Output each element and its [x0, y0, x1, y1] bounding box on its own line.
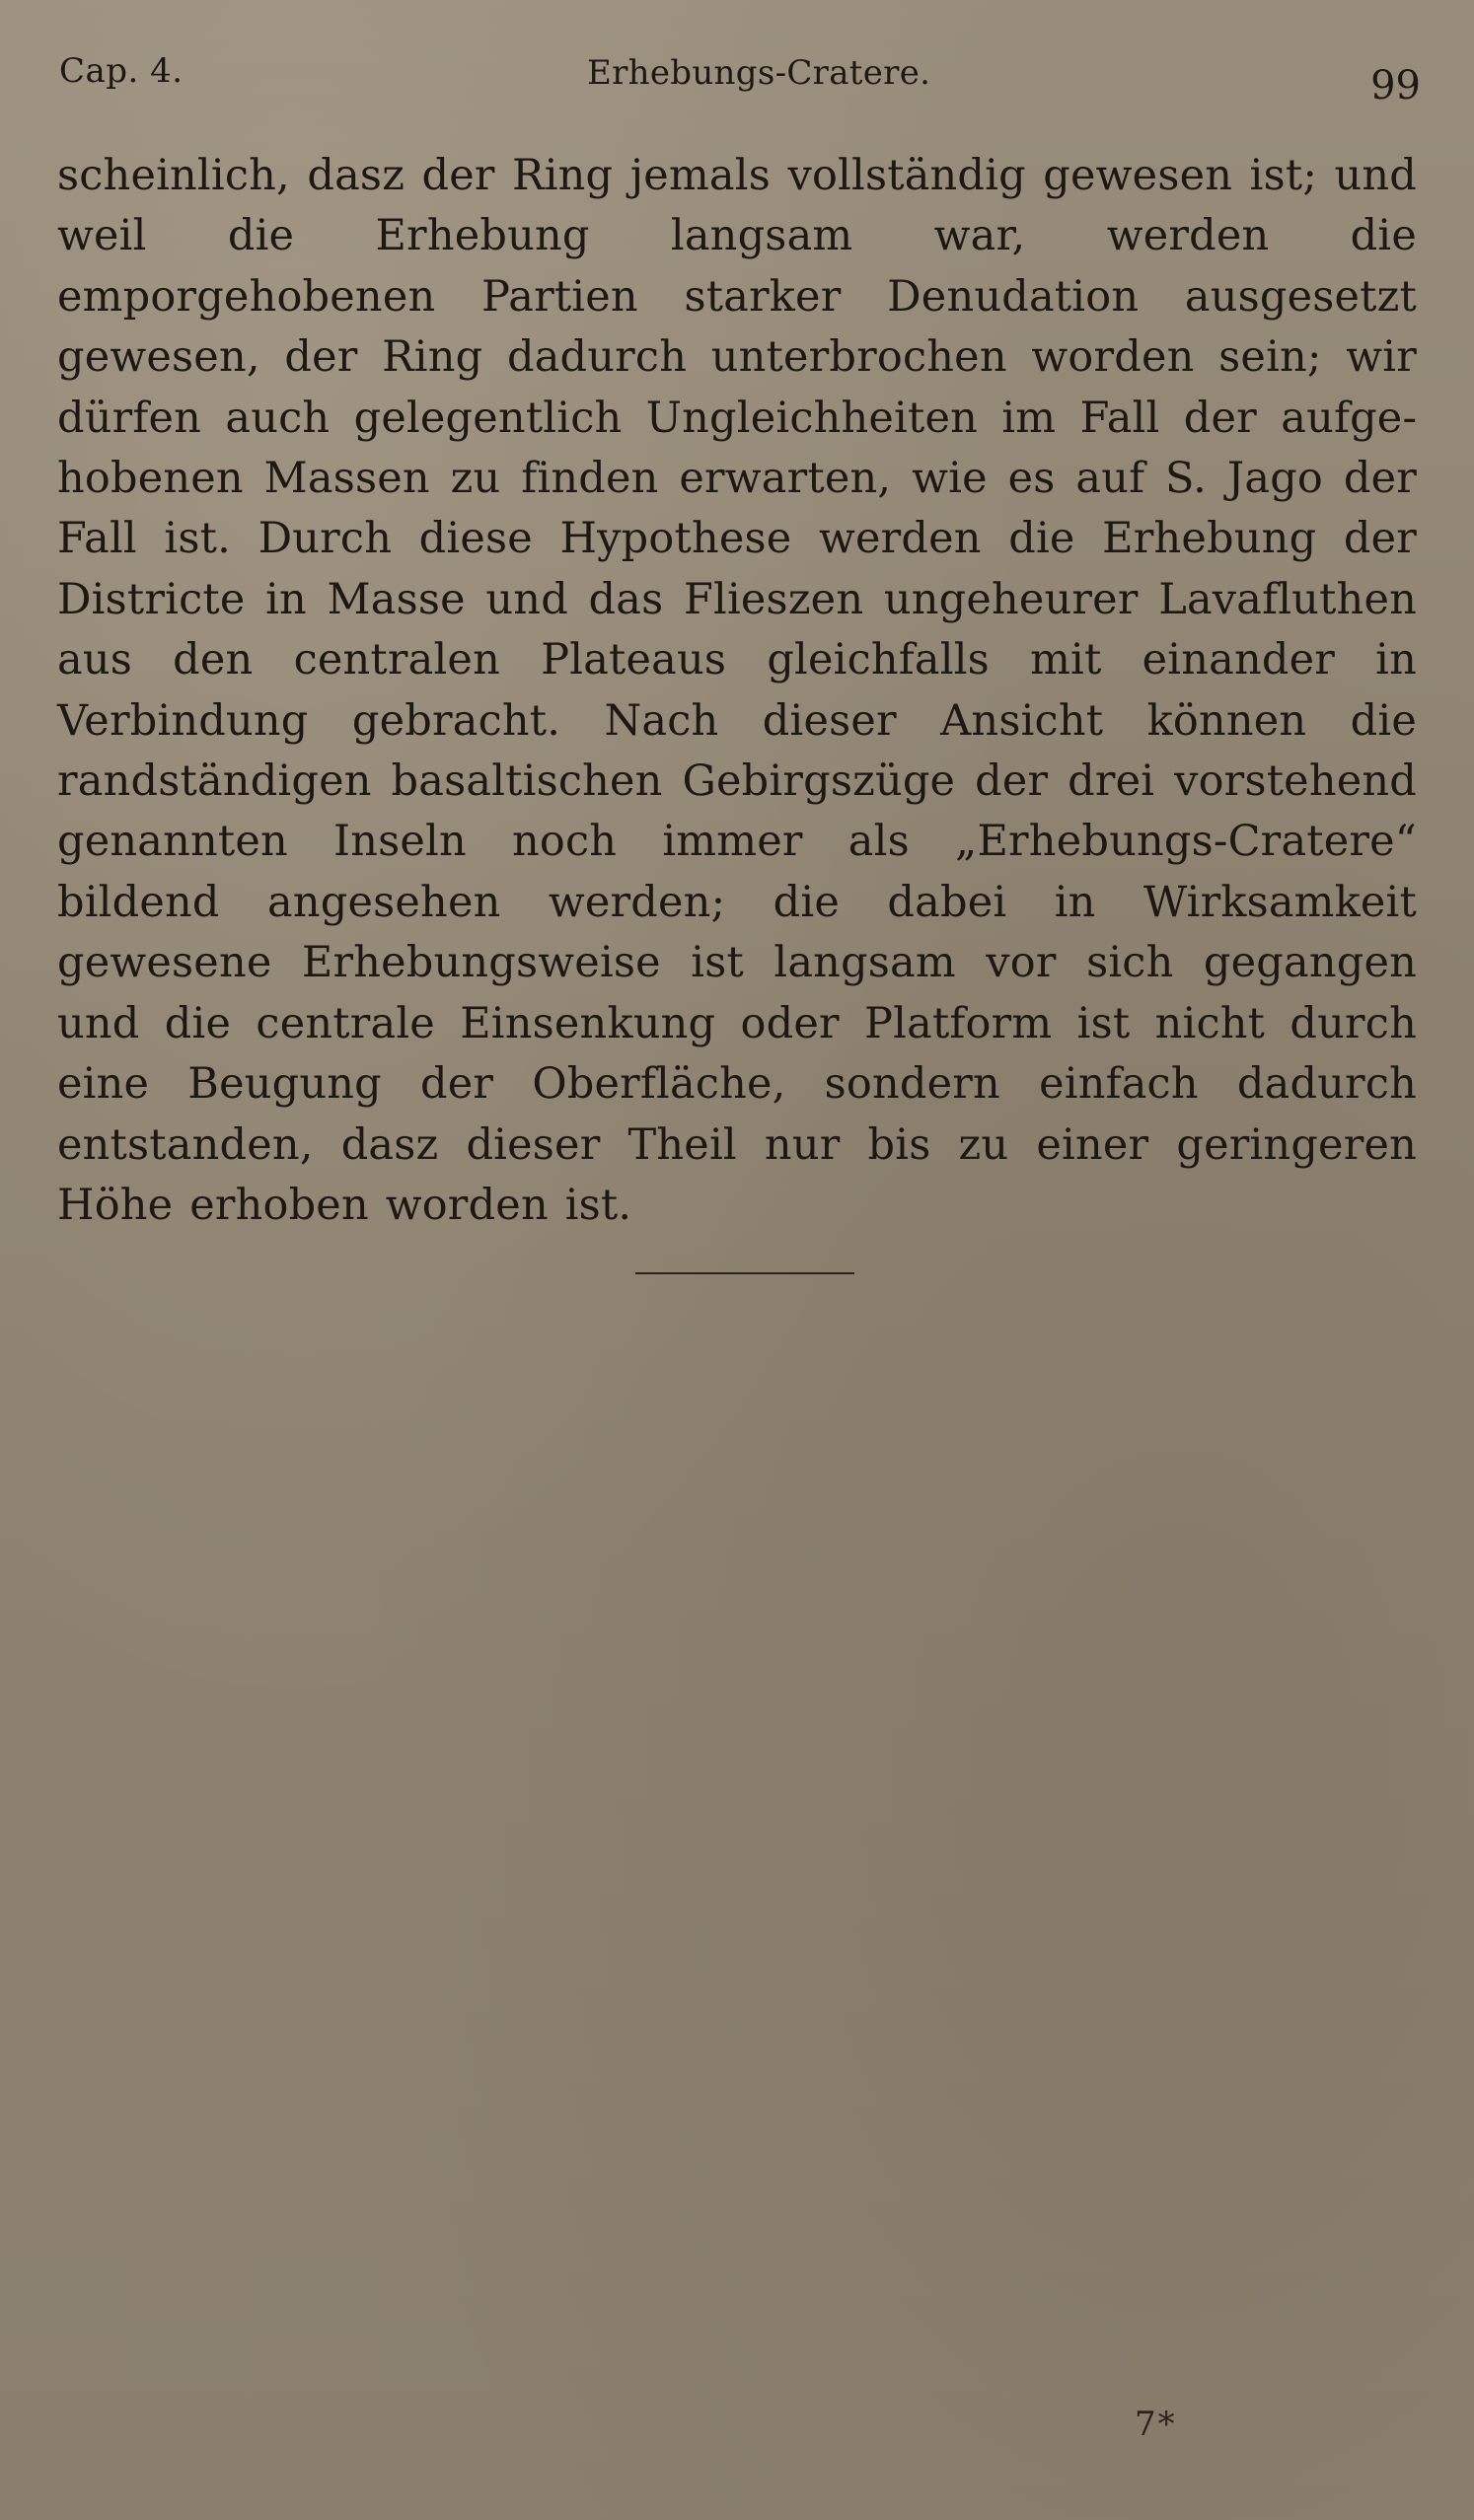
body-paragraph: scheinlich, dasz der Ring jemals vollständig gewesen ist; und weil die Erhebung langsam war, werden die emporgehobenen Partien starker Denudation ausgesetzt gewesen, der Ring dadurch unterbrochen worden sein; wir dürfen auch gelegentlich Ungleichheiten im Fall der aufgehobenen Massen zu finden erwarten, wie es auf S. Jago der Fall ist. Durch diese Hypothese werden die Erhebung der Districte in Masse und das Flieszen ungeheurer Lavafluthen aus den centralen Plateaus gleichfalls mit einander in Verbindung gebracht. Nach dieser Ansicht können die randständigen basaltischen Gebirgszüge der drei vorstehend genannten Inseln noch immer als „Erhebungs-Cratere“ bildend angesehen werden; die dabei in Wirksamkeit gewesene Erhebungsweise ist langsam vor sich gegangen und die centrale Einsenkung oder Platform ist nicht durch eine Beugung der Oberfläche, sondern einfach dadurch entstanden, dasz dieser Theil nur bis zu einer geringeren Höhe erhoben worden ist.	[57, 151, 1417, 1230]
running-head	[59, 47, 1421, 107]
chapter-label: Cap. 4.	[59, 51, 184, 91]
page-number: 99	[1370, 63, 1421, 108]
signature-mark: 7*	[1135, 2405, 1177, 2444]
section-divider	[635, 1272, 854, 1274]
running-title: Erhebungs-Cratere.	[587, 53, 931, 93]
